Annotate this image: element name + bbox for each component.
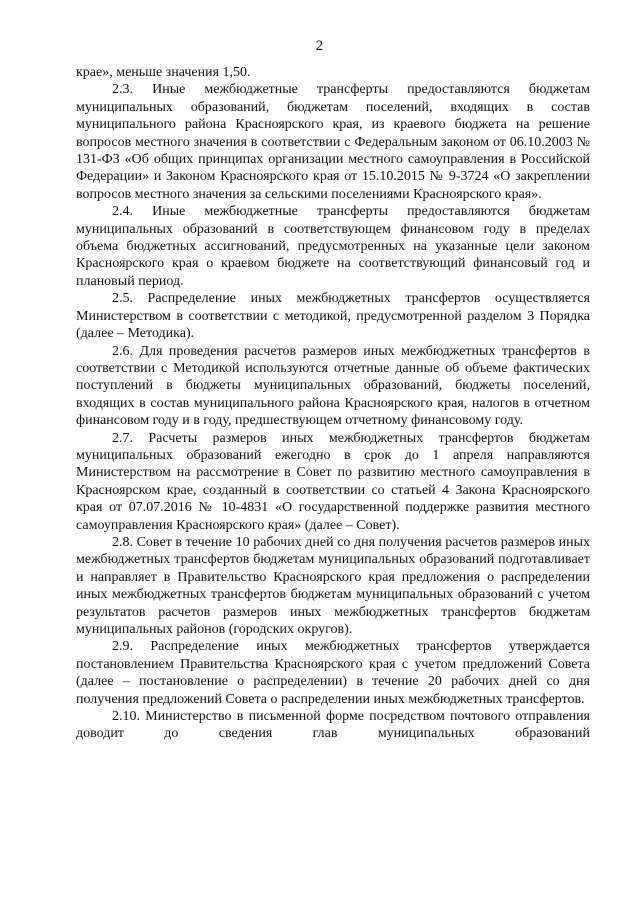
document-body: [76, 64, 590, 743]
paragraph-2-3: 2.3. Иные межбюджетные трансферты предоставляются бюджетам муниципальных образований, бюджетам поселений, входящих в состав муниципального района Красноярского края, из краевого бюджета на решение вопросов местного значения в соответствии с Федеральным законом от 06.10.2003 № 131-ФЗ «Об общих принципах организации местного самоуправления в Российской Федерации» и Законом Красноярского края от 15.10.2015 № 9-3724 «О закреплении вопросов местного значения за сельскими поселениями Красноярского края».: [76, 82, 590, 202]
paragraph-2-9: 2.9. Распределение иных межбюджетных трансфертов утверждается постановлением Правительства Красноярского края с учетом предложений Совета (далее – постановление о распределении) в течение 20 рабочих дней со дня получения предложений Совета о распределении иных межбюджетных трансфертов.: [76, 639, 590, 707]
paragraph-2-6: 2.6. Для проведения расчетов размеров иных межбюджетных трансфертов в соответствии с Методикой используются отчетные данные об объеме фактических поступлений в бюджеты муниципальных образований, бюджеты поселений, входящих в состав муниципального района Красноярского края, налогов в отчетном финансовом году и в году, предшествующем отчетному финансовому году.: [76, 343, 590, 429]
paragraph-2-10: 2.10. Министерство в письменной форме посредством почтового отправления доводит до сведения глав муниципальных образований: [76, 709, 590, 742]
paragraph-2-2-continuation: крае», меньше значения 1,50.: [76, 65, 251, 80]
paragraph-2-5: 2.5. Распределение иных межбюджетных трансфертов осуществляется Министерством в соответствии с методикой, предусмотренной разделом 3 Порядка (далее – Методика).: [76, 291, 590, 342]
paragraph-2-7: 2.7. Расчеты размеров иных межбюджетных трансфертов бюджетам муниципальных образований ежегодно в срок до 1 апреля направляются Министерством на рассмотрение в Совет по развитию местного самоуправления в Красноярском крае, созданный в соответствии со статьей 4 Закона Красноярского края от 07.07.2016 № 10-4831 «О государственной поддержке развития местного самоуправления Красноярского края» (далее – Совет).: [76, 430, 590, 533]
paragraph-2-4: 2.4. Иные межбюджетные трансферты предоставляются бюджетам муниципальных образований в соответствующем финансовом году в пределах объема бюджетных ассигнований, предусмотренных на указанные цели законом Красноярского края о краевом бюджете на соответствующий финансовый год и плановый период.: [76, 204, 590, 289]
paragraph-2-8: 2.8. Совет в течение 10 рабочих дней со дня получения расчетов размеров иных межбюджетных трансфертов бюджетам муниципальных образований подготавливает и направляет в Правительство Красноярского края предложения о распределении иных межбюджетных трансфертов бюджетам муниципальных образований с учетом результатов расчетов размеров иных межбюджетных трансфертов бюджетам муниципальных районов (городских округов).: [76, 534, 590, 637]
page-number: 2: [315, 38, 324, 54]
